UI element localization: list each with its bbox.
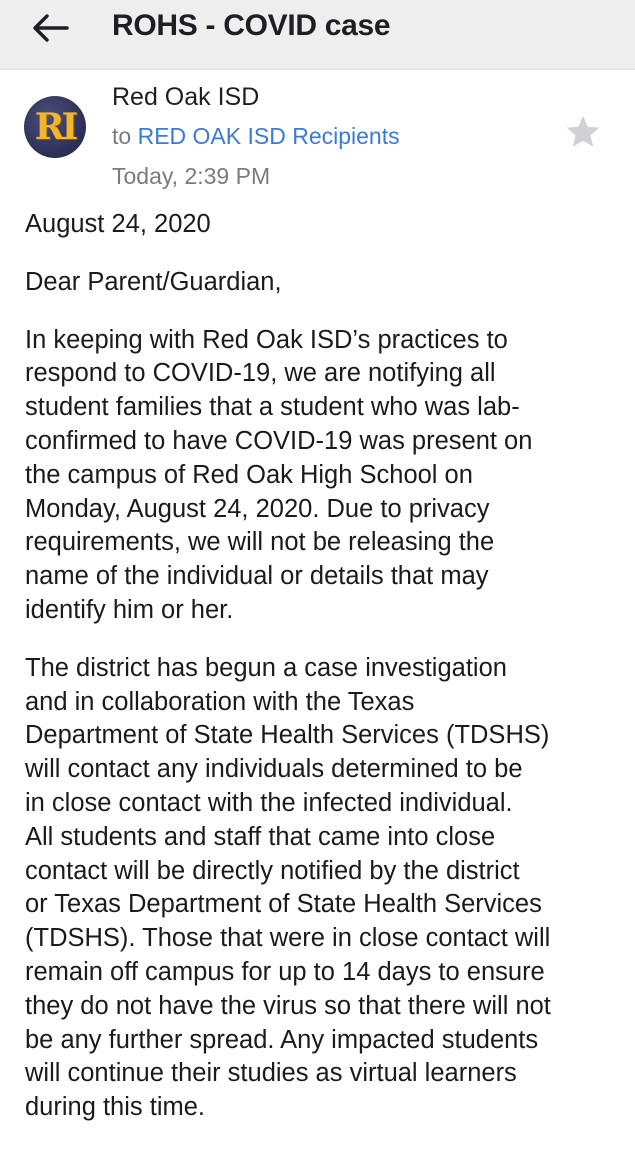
message-line: respond to COVID-19, we are notifying all [25, 359, 496, 388]
message-line: identify him or her. [25, 595, 234, 624]
arrow-left-icon[interactable] [31, 13, 69, 43]
message-line: contact will be directly notified by the district [25, 856, 520, 885]
message-line: will continue their studies as virtual learners [25, 1059, 517, 1088]
message-line: the campus of Red Oak High School on [25, 460, 473, 489]
message-line: and in collaboration with the Texas [25, 687, 415, 716]
message-line: or Texas Department of State Health Services [25, 890, 542, 919]
to-label: to [112, 123, 132, 149]
star-icon[interactable] [564, 113, 602, 151]
message-line: All students and staff that came into close [25, 822, 496, 851]
message-line: Department of State Health Services (TDSHS) [25, 721, 550, 750]
message-line: requirements, we will not be releasing the [25, 528, 495, 557]
recipients-line [112, 123, 400, 150]
paragraph-1 [25, 324, 625, 628]
avatar-initials: RI [34, 106, 76, 148]
message-line: The district has begun a case investigation [25, 653, 507, 682]
message-line: they do not have the virus so that there will not [25, 991, 551, 1020]
message-line: student families that a student who was lab- [25, 393, 520, 422]
message-date: August 24, 2020 [25, 210, 211, 238]
sender-name: Red Oak ISD [112, 83, 260, 111]
message-line: during this time. [25, 1093, 205, 1122]
page-title: ROHS - COVID case [112, 9, 391, 42]
avatar[interactable] [24, 96, 86, 158]
message-line: in close contact with the infected individual. [25, 788, 513, 817]
message-greeting: Dear Parent/Guardian, [25, 267, 282, 296]
paragraph-2 [25, 652, 625, 1125]
message-line: (TDSHS). Those that were in close contact will [25, 924, 551, 953]
message-line: name of the individual or details that may [25, 562, 489, 591]
message-line: will contact any individuals determined to be [25, 755, 523, 784]
recipients-link[interactable]: RED OAK ISD Recipients [137, 123, 400, 149]
message-line: be any further spread. Any impacted students [25, 1025, 539, 1054]
message-line: In keeping with Red Oak ISD’s practices to [25, 325, 508, 354]
message-line: Monday, August 24, 2020. Due to privacy [25, 494, 490, 523]
top-app-bar [0, 0, 635, 70]
message-line: remain off campus for up to 14 days to ensure [25, 957, 545, 986]
timestamp: Today, 2:39 PM [112, 163, 271, 189]
message-line: confirmed to have COVID-19 was present on [25, 426, 533, 455]
message-body [25, 208, 625, 1125]
